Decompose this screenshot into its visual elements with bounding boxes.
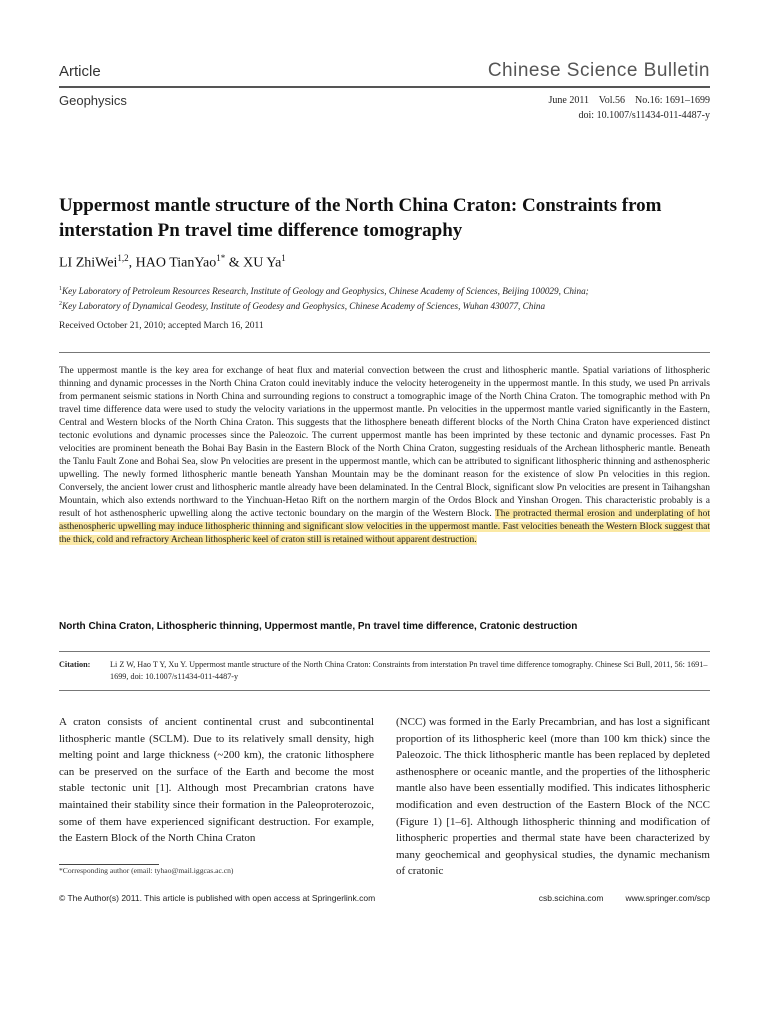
abstract-text: The uppermost mantle is the key area for exchange of heat flux and material convection between the crust and lithospheric mantle. Spatial variations of lithospheric thinning and dynamic processes in the North China Craton could inevitably induce the velocity heterogeneity in the uppermost mantle. In this study, we used Pn arrivals from permanent seismic stations in North China and surrounding regions to construct a tomographic image of the North China Craton. The tomographic method with Pn travel time difference data were used to study the velocity variations in the uppermost mantle. Pn velocities in the uppermost mantle varied significantly in the Eastern, Central and Western blocks of the North China Craton. This suggests that the lithosphere beneath different blocks of the North China Craton have experienced distinct tectonic evolutions and dynamic processes since the Paleozoic. The current uppermost mantle has been imprinted by these tectonic and dynamic processes. Fast Pn velocities are prominent beneath the Bohai Bay Basin in the Eastern Block of the North China Craton, suggesting residuals of the Archean lithospheric mantle. Beneath the Tanlu Fault Zone and Bohai Sea, slow Pn velocities are present in the uppermost mantle, which can be attributed to significant lithospheric thinning and asthenospheric upwelling. The newly formed lithospheric mantle beneath Yanshan Mountain may be the dominant reason for the existence of slow Pn velocities in this region. Conversely, the ancient lower crust and lithospheric mantle already have been delaminated. In the Central Block, significant slow Pn velocities are present in Taihangshan Mountain, which also extends northward to the Yinchuan-Hetao Rift on the northern margin of the Ordos Block and Yinshan Orogen. This characteristic probably is a result of hot asthenospheric upwelling along the active tectonic boundary on the margin of the Western Block.	[59, 366, 710, 519]
citation-text: Li Z W, Hao T Y, Xu Y. Uppermost mantle structure of the North China Craton: Constraints from interstation Pn travel time difference tomography. Chinese Sci Bull, 2011, 56: 1691–1699, doi: 10.1007/s11434-011-4487-y	[110, 660, 708, 681]
author-name: HAO TianYao	[135, 255, 217, 271]
doi: doi: 10.1007/s11434-011-4487-y	[578, 110, 710, 121]
article-type-label: Article	[59, 63, 101, 80]
citation-label: Citation:	[59, 660, 91, 669]
keywords: North China Craton, Lithospheric thinning, Uppermost mantle, Pn travel time difference, Cratonic destruction	[59, 621, 578, 632]
received-dates: Received October 21, 2010; accepted March 16, 2011	[59, 321, 264, 331]
issue-info: June 2011 Vol.56 No.16: 1691–1699	[548, 95, 710, 106]
body-column-left: A craton consists of ancient continental crust and subcontinental lithospheric mantle (SCLM). Due to its relatively small density, high melting point and large thickness (~200 km), the cratonic lithosphere can be preserved on the surface of the Earth and become the most stable tectonic unit [1]. Although most Precambrian cratons have maintained their stability since their formation in the Paleoproterozoic, some of them have experienced significant destruction. For example, the Eastern Block of the North China Craton	[59, 716, 374, 845]
paper-title: Uppermost mantle structure of the North China Craton: Constraints from interstation Pn travel time difference tomography	[59, 195, 662, 241]
journal-site-link[interactable]: csb.scichina.com	[538, 893, 604, 903]
section-label: Geophysics	[59, 93, 127, 108]
author-name: XU Ya	[243, 255, 282, 271]
body-column-right: (NCC) was formed in the Early Precambrian, and has lost a significant proportion of its lithospheric keel (more than 100 km thick) since the Paleozoic. The thick lithospheric mantle has been replaced by depleted asthenosphere or oceanic mantle, and the properties of the lithospheric mantle also have been essentially modified. This indicates lithospheric modification and even destruction of the Eastern Block of the NCC (Figure 1) [1–6]. Although lithospheric thinning and modification of lithospheric properties and thermal state have been characterized by many geochemical and geophysical studies, the dynamic mechanism of cratonic	[396, 716, 710, 878]
author-list: LI ZhiWei$^{1,2}$, HAO TianYao$^{1*}$ & XU Ya$^1$	[59, 253, 286, 271]
abstract-top-rule	[59, 352, 710, 353]
affiliation-line: $^2$Key Laboratory of Dynamical Geodesy, Institute of Geodesy and Geophysics, Chinese Academy of Sciences, Wuhan 430077, China	[59, 301, 546, 312]
affiliations	[59, 283, 709, 313]
issue-meta	[549, 93, 711, 123]
footer-links	[539, 893, 710, 903]
abstract	[59, 365, 710, 547]
author-name: LI ZhiWei	[59, 255, 118, 271]
author-affil-mark: 1*	[216, 253, 226, 263]
journal-name: Chinese Science Bulletin	[487, 60, 710, 81]
abstract-highlighted-text: The protracted thermal erosion and underplating of hot asthenospheric upwelling may induce lithospheric thinning and significant slow velocities in the uppermost mantle. Fast velocities beneath the Western Block suggest that the thick, cold and refractory Archean lithospheric keel of craton still is retained without apparent destruction.	[59, 509, 710, 545]
header-rule	[59, 86, 710, 88]
author-affil-mark: 1,2	[117, 253, 129, 263]
affiliation-line: $^1$Key Laboratory of Petroleum Resources Research, Institute of Geology and Geophysics, Chinese Academy of Sciences, Beijing 100029, China;	[59, 286, 589, 297]
citation-block	[59, 659, 710, 683]
publisher-site-link[interactable]: www.springer.com/scp	[625, 893, 710, 903]
citation-bottom-rule	[59, 690, 710, 691]
corresponding-author-footnote: *Corresponding author (email: tyhao@mail.iggcas.ac.cn)	[59, 866, 234, 875]
copyright-notice: © The Author(s) 2011. This article is published with open access at Springerlink.com	[59, 893, 376, 903]
footnote-rule	[59, 864, 159, 865]
citation-top-rule	[59, 651, 710, 652]
author-affil-mark: 1	[281, 253, 286, 263]
